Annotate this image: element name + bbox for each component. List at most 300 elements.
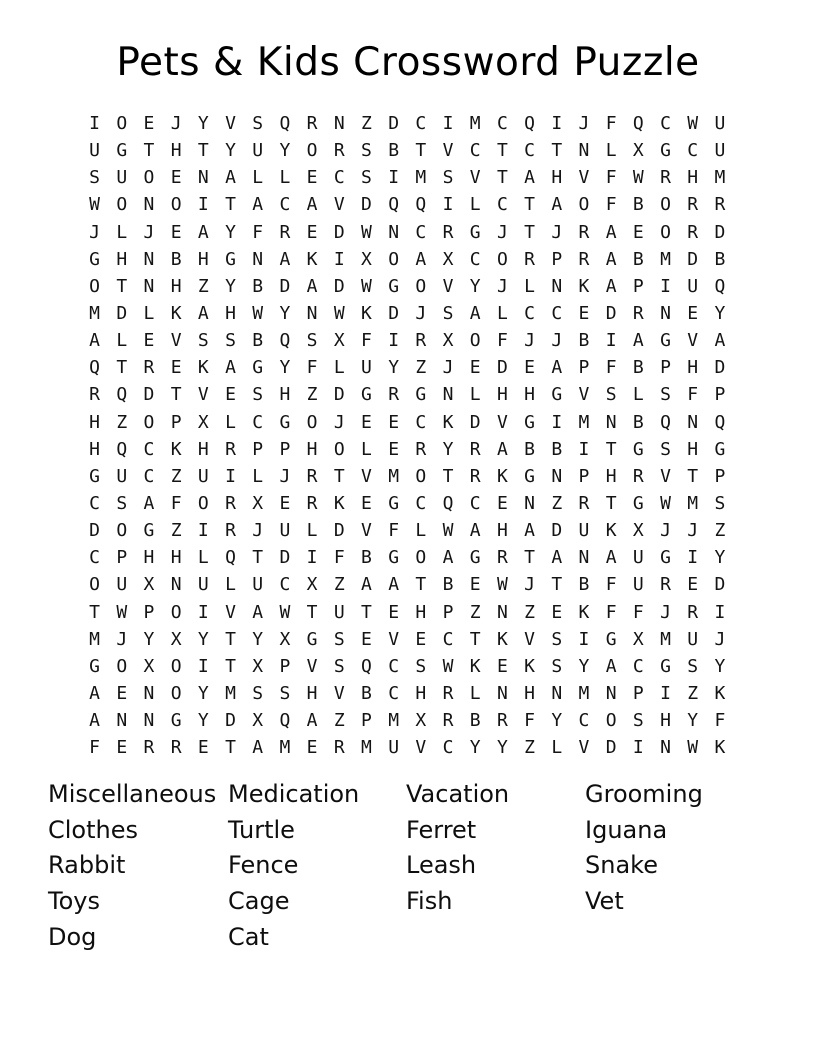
grid-letter: Z <box>361 113 372 134</box>
grid-letter: U <box>333 601 345 623</box>
word-list-item: Turtle <box>228 815 295 844</box>
grid-letter: Z <box>306 384 318 406</box>
grid-letter: D <box>143 384 155 406</box>
grid-letter: G <box>252 357 264 379</box>
grid-letter: T <box>415 574 427 596</box>
grid-letter: O <box>415 275 427 297</box>
grid-letter: V <box>170 330 182 352</box>
grid-letter: A <box>551 194 563 216</box>
grid-letter: J <box>89 221 101 243</box>
grid-letter: T <box>605 492 617 514</box>
grid-letter: N <box>605 411 617 433</box>
grid-letter: B <box>388 140 400 162</box>
grid-letter: I <box>225 465 236 487</box>
grid-letter: J <box>660 601 671 623</box>
grid-letter: Y <box>714 655 726 677</box>
grid-letter: L <box>496 302 508 324</box>
grid-letter: E <box>170 167 182 189</box>
grid-letter: J <box>252 520 264 542</box>
grid-letter: T <box>361 601 372 623</box>
grid-letter: K <box>197 357 209 379</box>
grid-letter: O <box>89 275 101 297</box>
grid-letter: B <box>170 248 182 270</box>
grid-letter: R <box>578 248 590 270</box>
grid-letter: W <box>279 601 291 623</box>
grid-letter: T <box>524 221 536 243</box>
grid-letter: H <box>197 248 209 270</box>
grid-letter: X <box>197 411 209 433</box>
grid-letter: Y <box>279 357 291 379</box>
grid-letter: U <box>252 574 264 596</box>
grid-letter: A <box>361 574 372 596</box>
grid-letter: X <box>143 655 155 677</box>
grid-letter: F <box>170 492 182 514</box>
grid-letter: U <box>388 737 400 759</box>
grid-letter: E <box>388 601 400 623</box>
grid-letter: B <box>714 248 726 270</box>
grid-letter: N <box>660 302 671 324</box>
grid-letter: A <box>306 710 318 732</box>
grid-letter: C <box>252 411 264 433</box>
grid-letter: A <box>714 330 726 352</box>
grid-letter: I <box>605 330 617 352</box>
grid-letter: A <box>605 547 617 569</box>
grid-letter: L <box>605 140 617 162</box>
grid-letter: Y <box>388 357 400 379</box>
grid-letter: N <box>388 221 400 243</box>
grid-letter: D <box>714 357 726 379</box>
grid-letter: Q <box>279 330 291 352</box>
grid-letter: Z <box>551 492 563 514</box>
grid-letter: R <box>225 492 236 514</box>
grid-letter: B <box>578 330 590 352</box>
grid-letter: E <box>551 601 563 623</box>
grid-letter: H <box>306 438 318 460</box>
grid-letter: W <box>89 194 101 216</box>
grid-letter: L <box>469 194 481 216</box>
word-list-item: Cage <box>228 887 290 916</box>
grid-letter: U <box>632 574 644 596</box>
grid-row <box>81 381 734 408</box>
grid-letter: E <box>415 628 427 650</box>
grid-letter: H <box>524 384 536 406</box>
word-list-item: Snake <box>585 851 658 880</box>
grid-letter: O <box>660 194 671 216</box>
grid-letter: U <box>116 465 128 487</box>
grid-letter: N <box>578 547 590 569</box>
grid-letter: S <box>116 492 128 514</box>
grid-letter: B <box>252 330 264 352</box>
grid-letter: X <box>415 710 427 732</box>
grid-letter: N <box>496 682 508 704</box>
grid-letter: V <box>524 628 536 650</box>
grid-letter: A <box>89 710 101 732</box>
grid-letter: F <box>496 330 508 352</box>
grid-letter: B <box>578 574 590 596</box>
grid-letter: F <box>388 520 400 542</box>
grid-letter: P <box>279 655 291 677</box>
grid-letter: E <box>170 221 182 243</box>
grid-letter: F <box>605 601 617 623</box>
grid-letter: G <box>660 140 671 162</box>
grid-letter: H <box>415 682 427 704</box>
grid-letter: U <box>632 547 644 569</box>
grid-letter: Y <box>143 628 155 650</box>
grid-letter: I <box>578 438 590 460</box>
grid-letter: X <box>252 492 264 514</box>
grid-letter: S <box>252 113 264 134</box>
grid-letter: P <box>551 248 563 270</box>
grid-letter: M <box>89 628 101 650</box>
grid-letter: E <box>279 492 291 514</box>
grid-letter: R <box>687 221 699 243</box>
grid-row <box>81 680 734 707</box>
grid-letter: C <box>415 492 427 514</box>
grid-letter: C <box>442 628 454 650</box>
grid-letter: R <box>225 520 236 542</box>
grid-letter: R <box>442 682 454 704</box>
grid-letter: R <box>333 140 345 162</box>
grid-letter: T <box>225 655 236 677</box>
grid-letter: T <box>89 601 101 623</box>
grid-letter: R <box>415 330 427 352</box>
grid-row <box>81 517 734 544</box>
grid-letter: A <box>415 248 427 270</box>
grid-letter: S <box>551 628 563 650</box>
grid-letter: B <box>469 710 481 732</box>
grid-letter: B <box>632 248 644 270</box>
grid-letter: K <box>469 655 481 677</box>
grid-letter: M <box>279 737 291 759</box>
grid-letter: E <box>197 737 209 759</box>
grid-letter: V <box>197 384 209 406</box>
grid-letter: M <box>388 710 400 732</box>
grid-letter: R <box>687 601 699 623</box>
grid-letter: I <box>197 194 209 216</box>
grid-letter: Q <box>714 411 726 433</box>
grid-letter: J <box>496 275 508 297</box>
grid-letter: P <box>714 465 726 487</box>
grid-letter: H <box>687 438 699 460</box>
grid-letter: O <box>170 601 182 623</box>
grid-letter: C <box>496 113 508 134</box>
grid-letter: Z <box>415 357 427 379</box>
grid-letter: H <box>197 438 209 460</box>
grid-letter: Y <box>469 737 481 759</box>
grid-letter: H <box>225 302 236 324</box>
grid-letter: J <box>143 221 155 243</box>
grid-letter: Q <box>524 113 536 134</box>
grid-letter: O <box>197 492 209 514</box>
grid-letter: U <box>116 167 128 189</box>
grid-letter: G <box>89 465 101 487</box>
grid-letter: S <box>660 438 671 460</box>
grid-letter: J <box>333 411 345 433</box>
grid-row <box>81 409 734 436</box>
grid-letter: Q <box>415 194 427 216</box>
grid-letter: K <box>496 628 508 650</box>
grid-letter: C <box>660 113 671 134</box>
grid-letter: O <box>388 248 400 270</box>
grid-letter: B <box>632 357 644 379</box>
grid-letter: H <box>143 547 155 569</box>
grid-letter: N <box>143 710 155 732</box>
grid-letter: R <box>578 492 590 514</box>
grid-letter: K <box>714 737 726 759</box>
grid-letter: L <box>551 737 563 759</box>
grid-letter: R <box>660 167 671 189</box>
grid-letter: H <box>687 167 699 189</box>
grid-letter: E <box>306 167 318 189</box>
grid-letter: X <box>361 248 372 270</box>
grid-letter: P <box>361 710 372 732</box>
grid-letter: E <box>143 113 155 134</box>
grid-letter: H <box>687 357 699 379</box>
grid-letter: I <box>197 520 209 542</box>
grid-letter: O <box>578 194 590 216</box>
grid-letter: J <box>578 113 590 134</box>
grid-letter: A <box>89 330 101 352</box>
grid-letter: R <box>143 737 155 759</box>
grid-letter: K <box>361 302 372 324</box>
grid-letter: D <box>714 221 726 243</box>
grid-letter: C <box>143 438 155 460</box>
grid-letter: R <box>714 194 726 216</box>
grid-letter: W <box>442 520 454 542</box>
grid-letter: L <box>143 302 155 324</box>
grid-row <box>81 137 734 164</box>
grid-letter: C <box>279 194 291 216</box>
grid-letter: M <box>660 248 671 270</box>
grid-letter: D <box>551 520 563 542</box>
grid-letter: F <box>632 601 644 623</box>
grid-letter: M <box>578 411 590 433</box>
grid-letter: V <box>225 601 236 623</box>
grid-letter: P <box>116 547 128 569</box>
grid-letter: Y <box>496 737 508 759</box>
grid-row <box>81 544 734 571</box>
grid-letter: O <box>415 547 427 569</box>
grid-letter: Z <box>333 710 345 732</box>
grid-letter: O <box>415 465 427 487</box>
grid-letter: Y <box>469 275 481 297</box>
grid-letter: F <box>605 113 617 134</box>
grid-letter: Y <box>225 140 236 162</box>
grid-letter: Q <box>660 411 671 433</box>
grid-letter: W <box>632 167 644 189</box>
grid-letter: J <box>415 302 427 324</box>
grid-letter: E <box>116 682 128 704</box>
grid-letter: J <box>170 113 182 134</box>
grid-letter: O <box>89 574 101 596</box>
grid-letter: K <box>714 682 726 704</box>
grid-letter: J <box>714 628 726 650</box>
grid-letter: E <box>578 302 590 324</box>
grid-letter: I <box>388 167 400 189</box>
grid-letter: U <box>252 140 264 162</box>
grid-letter: N <box>524 492 536 514</box>
grid-letter: I <box>551 411 563 433</box>
grid-letter: S <box>361 167 372 189</box>
grid-letter: A <box>605 275 617 297</box>
grid-letter: O <box>469 330 481 352</box>
grid-letter: B <box>632 194 644 216</box>
grid-letter: A <box>551 547 563 569</box>
grid-letter: S <box>714 492 726 514</box>
grid-row <box>81 164 734 191</box>
grid-letter: X <box>170 628 182 650</box>
grid-letter: L <box>252 465 264 487</box>
grid-letter: F <box>306 357 318 379</box>
grid-letter: J <box>551 221 563 243</box>
grid-letter: G <box>279 411 291 433</box>
grid-letter: L <box>225 411 236 433</box>
grid-letter: U <box>197 465 209 487</box>
grid-letter: L <box>415 520 427 542</box>
grid-letter: Y <box>225 275 236 297</box>
grid-letter: Y <box>197 710 209 732</box>
grid-letter: R <box>578 221 590 243</box>
grid-letter: E <box>306 737 318 759</box>
grid-letter: T <box>225 194 236 216</box>
grid-letter: I <box>714 601 726 623</box>
grid-letter: A <box>524 520 536 542</box>
grid-letter: G <box>660 655 671 677</box>
grid-row <box>81 436 734 463</box>
grid-letter: V <box>578 167 590 189</box>
grid-letter: T <box>496 140 508 162</box>
grid-letter: O <box>496 248 508 270</box>
grid-letter: M <box>388 465 400 487</box>
grid-letter: Z <box>116 411 128 433</box>
grid-letter: V <box>333 682 345 704</box>
grid-letter: H <box>170 140 182 162</box>
grid-letter: Q <box>388 194 400 216</box>
grid-letter: A <box>89 682 101 704</box>
grid-letter: E <box>225 384 236 406</box>
word-list-column <box>585 777 765 956</box>
grid-letter: Z <box>170 520 182 542</box>
grid-letter: Q <box>89 357 101 379</box>
grid-letter: F <box>333 547 345 569</box>
grid-letter: Y <box>197 682 209 704</box>
grid-letter: H <box>415 601 427 623</box>
grid-letter: O <box>170 655 182 677</box>
grid-letter: U <box>89 140 101 162</box>
grid-letter: G <box>551 384 563 406</box>
grid-letter: Q <box>442 492 454 514</box>
grid-letter: I <box>632 737 644 759</box>
grid-letter: O <box>116 655 128 677</box>
grid-letter: C <box>143 465 155 487</box>
grid-letter: I <box>687 547 699 569</box>
grid-letter: O <box>170 194 182 216</box>
grid-letter: R <box>687 194 699 216</box>
grid-letter: W <box>660 492 671 514</box>
grid-letter: T <box>524 194 536 216</box>
grid-letter: D <box>361 194 372 216</box>
grid-letter: V <box>333 194 345 216</box>
grid-letter: X <box>442 330 454 352</box>
grid-letter: N <box>551 682 563 704</box>
grid-letter: T <box>252 547 264 569</box>
grid-letter: T <box>469 628 481 650</box>
grid-letter: J <box>551 330 563 352</box>
grid-row <box>81 246 734 273</box>
grid-letter: U <box>687 275 699 297</box>
grid-letter: Y <box>197 628 209 650</box>
grid-letter: G <box>388 275 400 297</box>
grid-letter: U <box>714 113 726 134</box>
grid-letter: N <box>170 574 182 596</box>
grid-letter: B <box>361 682 372 704</box>
grid-row <box>81 599 734 626</box>
grid-letter: R <box>225 438 236 460</box>
grid-letter: N <box>197 167 209 189</box>
grid-letter: X <box>143 574 155 596</box>
grid-letter: H <box>496 520 508 542</box>
grid-letter: F <box>605 574 617 596</box>
grid-letter: E <box>388 438 400 460</box>
grid-letter: Q <box>632 113 644 134</box>
grid-letter: E <box>361 411 372 433</box>
grid-letter: H <box>170 275 182 297</box>
grid-row <box>81 354 734 381</box>
grid-letter: J <box>496 221 508 243</box>
grid-letter: J <box>442 357 454 379</box>
grid-letter: N <box>143 194 155 216</box>
grid-row <box>81 327 734 354</box>
grid-letter: U <box>197 574 209 596</box>
word-list-item: Iguana <box>585 815 668 844</box>
grid-letter: M <box>714 167 726 189</box>
grid-letter: C <box>442 737 454 759</box>
grid-letter: D <box>89 520 101 542</box>
grid-letter: N <box>578 140 590 162</box>
grid-letter: D <box>388 302 400 324</box>
grid-letter: W <box>361 275 372 297</box>
grid-letter: G <box>469 221 481 243</box>
grid-letter: D <box>605 302 617 324</box>
grid-letter: Q <box>116 438 128 460</box>
grid-letter: R <box>469 465 481 487</box>
grid-letter: T <box>415 140 427 162</box>
grid-letter: A <box>551 357 563 379</box>
grid-row <box>81 626 734 653</box>
grid-letter: G <box>306 628 318 650</box>
grid-letter: Y <box>252 628 264 650</box>
grid-letter: C <box>388 655 400 677</box>
word-list-item: Fence <box>228 851 299 880</box>
grid-letter: H <box>605 465 617 487</box>
word-list-item: Vet <box>585 887 624 916</box>
grid-letter: V <box>361 520 372 542</box>
grid-letter: F <box>252 221 264 243</box>
grid-letter: O <box>333 438 345 460</box>
grid-letter: X <box>632 628 644 650</box>
grid-letter: C <box>415 113 427 134</box>
grid-row <box>81 300 734 327</box>
grid-letter: O <box>116 113 128 134</box>
grid-letter: F <box>605 167 617 189</box>
grid-letter: E <box>388 411 400 433</box>
grid-letter: A <box>605 655 617 677</box>
grid-letter: T <box>687 465 699 487</box>
grid-letter: W <box>116 601 128 623</box>
grid-letter: X <box>306 574 318 596</box>
grid-letter: O <box>143 167 155 189</box>
grid-letter: A <box>605 248 617 270</box>
